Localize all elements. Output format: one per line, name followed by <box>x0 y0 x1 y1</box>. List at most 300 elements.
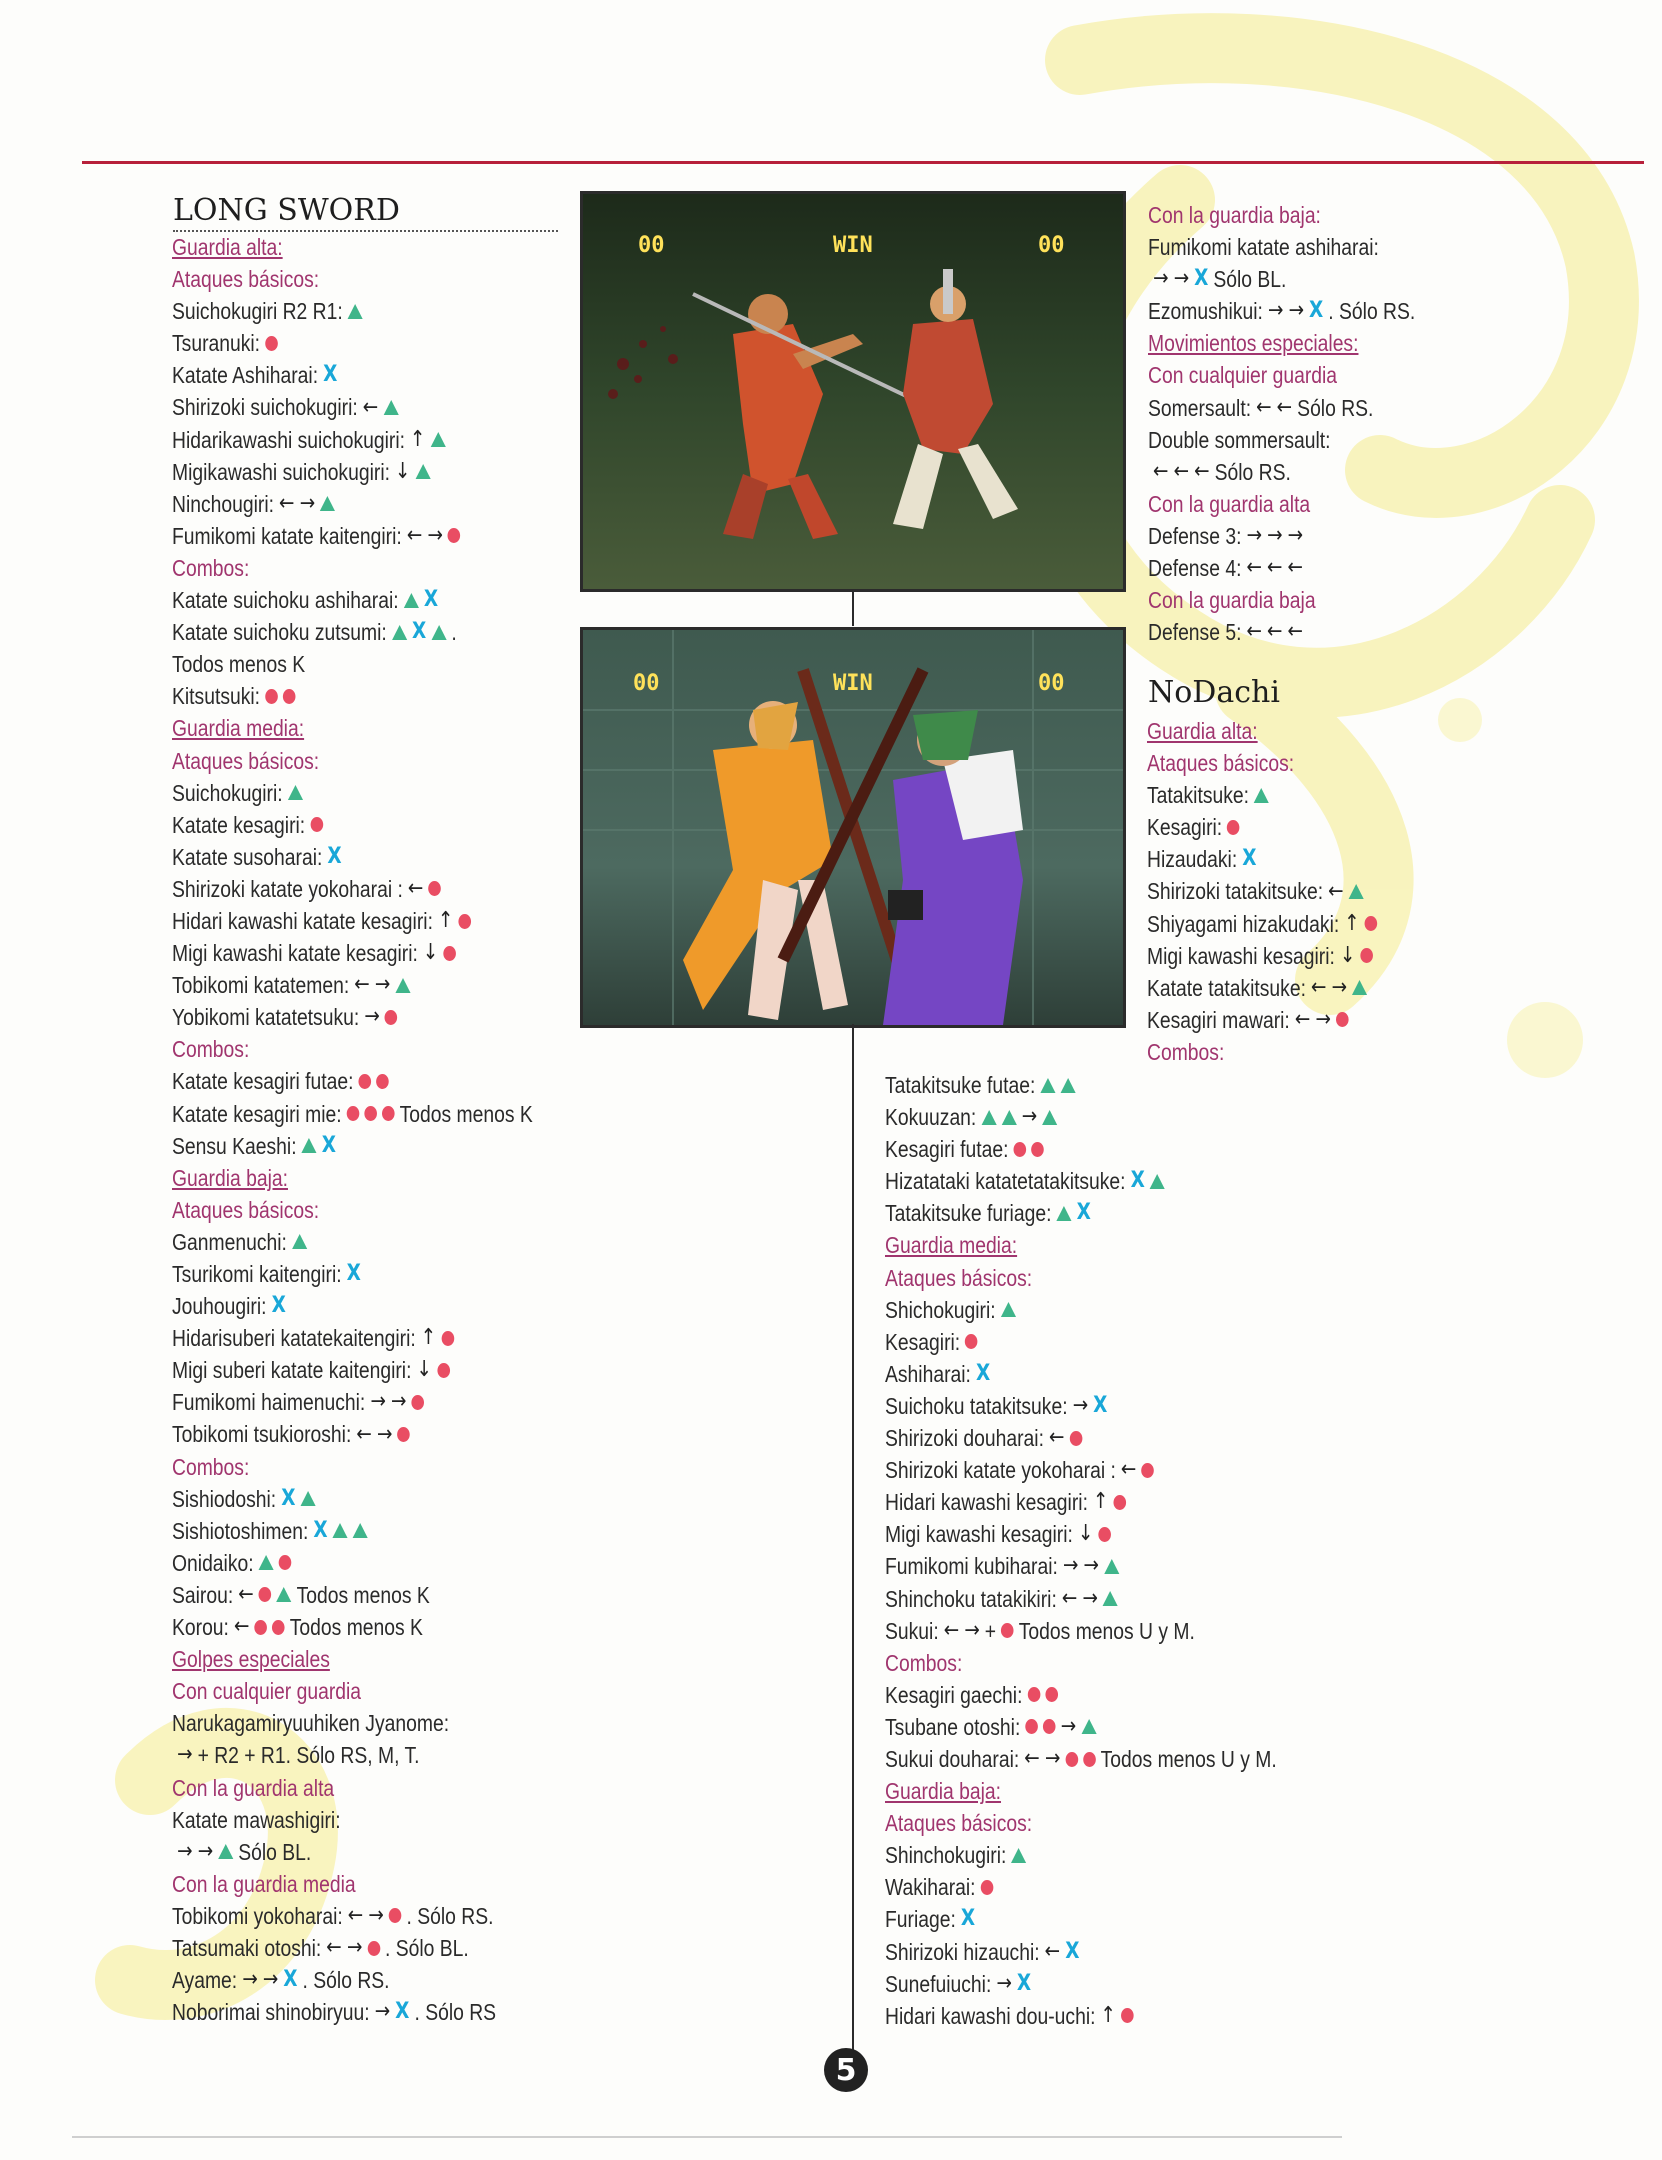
circle-button-icon <box>1360 948 1373 963</box>
move-line <box>885 1550 1277 1582</box>
circle-button-icon <box>367 1941 380 1956</box>
arrow-right-icon: → <box>370 1389 386 1415</box>
arrow-right-icon: → <box>242 1967 258 1993</box>
nodachi-continued-column <box>885 1069 1351 2032</box>
arrow-left-icon: ← <box>1287 619 1304 645</box>
arrow-up-icon: ↑ <box>410 426 426 452</box>
move-name: Shirizoki hizauchi: <box>885 1938 1040 1965</box>
cross-button-icon: X <box>411 619 427 645</box>
cross-button-icon: X <box>1093 1392 1108 1418</box>
move-name: Ayame: <box>172 1967 238 1994</box>
move-name: Combos: <box>172 554 250 581</box>
move-name: Hidari kawashi dou-uchi: <box>885 2002 1096 2029</box>
move-note: + R2 + R1. Sólo RS, M, T. <box>197 1742 420 1769</box>
section-heading <box>172 1451 533 1483</box>
move-note: Sólo BL. <box>238 1838 312 1865</box>
arrow-right-icon: → <box>1246 522 1262 548</box>
section-heading <box>1148 327 1415 359</box>
section-heading <box>172 1194 533 1226</box>
move-note: Todos menos U y M. <box>1018 1617 1195 1644</box>
arrow-left-icon: ← <box>1310 974 1327 1000</box>
move-line <box>172 359 533 391</box>
arrow-up-icon: ↑ <box>1100 2002 1117 2028</box>
arrow-right-icon: → <box>1173 266 1190 292</box>
move-name: Ninchougiri: <box>172 490 275 517</box>
move-note: . Sólo BL. <box>385 1934 469 1961</box>
arrow-right-icon: → <box>1021 1104 1038 1130</box>
arrow-left-icon: ← <box>407 875 424 901</box>
move-line <box>172 1483 533 1515</box>
move-line <box>1148 456 1415 488</box>
move-line <box>172 680 533 712</box>
circle-button-icon <box>1141 1463 1154 1478</box>
move-line <box>172 1001 533 1033</box>
circle-button-icon <box>254 1620 267 1635</box>
move-note: Todos menos K <box>289 1614 423 1641</box>
triangle-button-icon <box>288 785 303 800</box>
long-sword-column <box>172 231 602 2028</box>
arrow-right-icon: → <box>262 1967 279 1993</box>
arrow-right-icon: → <box>964 1617 980 1643</box>
move-line <box>172 777 533 809</box>
move-name: Combos: <box>885 1649 963 1676</box>
bottom-rule <box>72 2136 1342 2138</box>
move-name: Shirizoki douharai: <box>885 1425 1044 1452</box>
arrow-left-icon: ← <box>1120 1457 1137 1483</box>
move-name: Korou: <box>172 1614 229 1641</box>
move-line <box>172 1130 533 1162</box>
circle-button-icon <box>259 1587 272 1602</box>
move-name: Sukui douharai: <box>885 1745 1020 1772</box>
triangle-button-icon <box>1040 1078 1055 1093</box>
circle-button-icon <box>1227 820 1240 835</box>
arrow-right-icon: → <box>427 522 443 548</box>
move-name: Con cualquier guardia <box>1148 362 1338 389</box>
move-name: Onidaiko: <box>172 1549 254 1576</box>
cross-button-icon: X <box>313 1517 328 1543</box>
arrow-right-icon: → <box>1331 974 1348 1000</box>
move-note: Todos menos K <box>399 1100 533 1127</box>
arrow-right-icon: → <box>346 1935 363 1961</box>
special-moves-column <box>1148 199 1466 648</box>
triangle-button-icon <box>292 1234 307 1249</box>
move-name: Guardia media: <box>172 715 305 742</box>
move-line <box>885 1518 1277 1550</box>
move-name: Katate Ashiharai: <box>172 362 319 389</box>
move-name: Migi kawashi katate kesagiri: <box>172 940 418 967</box>
move-note: . Sólo RS. <box>406 1902 494 1929</box>
move-line <box>172 1900 533 1932</box>
move-name: Ganmenuchi: <box>172 1228 287 1255</box>
circle-button-icon <box>265 689 278 704</box>
move-note: . Sólo RS. <box>302 1967 390 1994</box>
move-line <box>885 1583 1277 1615</box>
triangle-button-icon <box>1057 1206 1072 1221</box>
move-line <box>172 391 533 423</box>
arrow-right-icon: → <box>1044 1746 1061 1772</box>
circle-button-icon <box>411 1395 424 1410</box>
long-sword-title: LONG SWORD <box>173 193 558 232</box>
move-line <box>1148 520 1415 552</box>
arrow-right-icon: → <box>1267 298 1284 324</box>
move-name: Ataques básicos: <box>885 1810 1033 1837</box>
move-line <box>1147 811 1377 843</box>
move-name: Migi suberi katate kaitengiri: <box>172 1357 412 1384</box>
arrow-left-icon: ← <box>1267 619 1283 645</box>
triangle-button-icon <box>1002 1110 1017 1125</box>
hud-win-label-1: WIN <box>833 233 873 258</box>
cross-button-icon: X <box>1308 298 1324 324</box>
arrow-right-icon: → <box>390 1389 407 1415</box>
move-name: Sishiotoshimen: <box>172 1517 309 1544</box>
circle-button-icon <box>1014 1142 1027 1157</box>
move-name: Shinchoku tatakikiri: <box>885 1585 1057 1612</box>
move-name: Tatakitsuke furiage: <box>885 1200 1052 1227</box>
triangle-button-icon <box>302 1138 317 1153</box>
move-name: Furiage: <box>885 1906 956 1933</box>
move-line <box>172 327 533 359</box>
move-line <box>885 1101 1277 1133</box>
move-name: Ataques básicos: <box>885 1264 1033 1291</box>
move-line <box>172 520 533 552</box>
section-heading <box>172 1868 533 1900</box>
arrow-right-icon: → <box>1288 298 1304 324</box>
move-line <box>172 1354 533 1386</box>
triangle-button-icon <box>395 978 410 993</box>
move-line <box>885 1839 1277 1871</box>
move-line <box>172 1707 533 1739</box>
triangle-button-icon <box>431 432 446 447</box>
move-line <box>1147 1004 1377 1036</box>
section-heading <box>1148 359 1415 391</box>
move-name: Tobikomi katatemen: <box>172 972 350 999</box>
move-name: Shiyagami hizakudaki: <box>1147 910 1340 937</box>
circle-button-icon <box>459 914 472 929</box>
circle-button-icon <box>1083 1752 1096 1767</box>
circle-button-icon <box>397 1427 410 1442</box>
move-name: Ataques básicos: <box>172 266 320 293</box>
triangle-button-icon <box>1011 1848 1026 1863</box>
move-line <box>172 1226 533 1258</box>
move-line <box>172 1547 533 1579</box>
circle-button-icon <box>965 1334 978 1349</box>
move-line <box>172 424 533 456</box>
game-screenshot-1 <box>580 191 1126 592</box>
move-line <box>1147 940 1377 972</box>
arrow-left-icon: ← <box>362 394 379 420</box>
move-name: Katate susoharai: <box>172 843 323 870</box>
move-name: Suichokugiri R2 R1: <box>172 298 343 325</box>
move-name: Fumikomi katate kaitengiri: <box>172 522 402 549</box>
triangle-button-icon <box>981 1110 996 1125</box>
move-line <box>172 1386 533 1418</box>
arrow-left-icon: ← <box>347 1902 364 1928</box>
triangle-button-icon <box>1081 1719 1096 1734</box>
cross-button-icon: X <box>1242 846 1257 872</box>
triangle-button-icon <box>1349 884 1364 899</box>
hud-score-left-1: 00 <box>638 233 665 258</box>
arrow-left-icon: ← <box>233 1614 250 1640</box>
triangle-button-icon <box>301 1491 316 1506</box>
triangle-button-icon <box>218 1844 233 1859</box>
cross-button-icon: X <box>271 1293 286 1319</box>
move-line <box>172 1932 533 1964</box>
nodachi-title: NoDachi <box>1148 675 1280 710</box>
move-name: Tsurikomi kaitengiri: <box>172 1261 342 1287</box>
move-name: Defense 5: <box>1148 619 1242 646</box>
arrow-right-icon: → <box>374 972 391 998</box>
move-name: Yobikomi katatetsuku: <box>172 1004 360 1031</box>
triangle-button-icon <box>1103 1591 1118 1606</box>
move-note: . Sólo RS <box>414 1999 497 2026</box>
section-heading <box>172 1643 533 1675</box>
move-name: Con cualquier guardia <box>172 1678 362 1705</box>
move-name: Tatsumaki otoshi: <box>172 1934 322 1961</box>
move-name: Suichokugiri: <box>172 779 283 806</box>
arrow-up-icon: ↑ <box>420 1325 437 1351</box>
move-name: Katate mawashigiri: <box>172 1806 341 1833</box>
move-name: Hidarikawashi suichokugiri: <box>172 426 406 453</box>
move-name: Defense 4: <box>1148 555 1242 582</box>
section-heading <box>885 1775 1277 1807</box>
move-name: Wakiharai: <box>885 1874 976 1901</box>
circle-button-icon <box>1028 1687 1041 1702</box>
circle-button-icon <box>1031 1142 1044 1157</box>
triangle-button-icon <box>416 464 431 479</box>
arrow-up-icon: ↑ <box>1092 1489 1109 1515</box>
section-heading <box>1148 199 1415 231</box>
section-heading <box>172 712 533 744</box>
arrow-left-icon: ← <box>1153 458 1169 484</box>
move-line <box>885 1743 1277 1775</box>
move-note: Sólo RS. <box>1214 458 1291 485</box>
move-note: . <box>451 619 457 646</box>
move-note: Todos menos U y M. <box>1100 1745 1277 1772</box>
arrow-left-icon: ← <box>1024 1746 1040 1772</box>
hud-score-right-1: 00 <box>1038 233 1065 258</box>
triangle-button-icon <box>383 400 398 415</box>
move-name: Jouhougiri: <box>172 1293 267 1320</box>
hud-score-right-2: 00 <box>1038 671 1065 696</box>
cross-button-icon: X <box>321 1132 337 1158</box>
arrow-right-icon: → <box>368 1902 384 1928</box>
move-line <box>172 1098 533 1130</box>
arrow-right-icon: → <box>1060 1713 1077 1739</box>
connector-line-1 <box>852 590 854 626</box>
fight-scene-1-image <box>583 194 1123 589</box>
cross-button-icon: X <box>1065 1938 1080 1964</box>
move-line <box>885 1197 1277 1229</box>
move-line <box>172 295 533 327</box>
move-line <box>172 1836 533 1868</box>
move-name: Combos: <box>1147 1038 1225 1065</box>
move-line <box>1147 972 1377 1004</box>
circle-button-icon <box>272 1620 285 1635</box>
move-line <box>172 1579 533 1611</box>
triangle-button-icon <box>1254 788 1269 803</box>
move-name: Kitsutsuki: <box>172 683 261 710</box>
triangle-button-icon <box>1061 1078 1076 1093</box>
arrow-down-icon: ↓ <box>422 940 439 966</box>
move-name: Hidari kawashi katate kesagiri: <box>172 907 433 934</box>
triangle-button-icon <box>404 593 419 608</box>
circle-button-icon <box>1045 1687 1058 1702</box>
move-line <box>1147 875 1377 907</box>
triangle-button-icon <box>320 496 335 511</box>
circle-button-icon <box>1043 1719 1056 1734</box>
triangle-button-icon <box>353 1523 368 1538</box>
move-line <box>885 1679 1277 1711</box>
arrow-down-icon: ↓ <box>1077 1521 1094 1547</box>
circle-button-icon <box>1070 1431 1083 1446</box>
move-name: Sishiodoshi: <box>172 1485 277 1512</box>
move-name: Tsubane otoshi: <box>885 1713 1021 1740</box>
arrow-left-icon: ← <box>1044 1938 1061 1964</box>
circle-button-icon <box>1001 1623 1014 1638</box>
cross-button-icon: X <box>281 1485 296 1511</box>
section-heading <box>885 1262 1277 1294</box>
arrow-right-icon: → <box>177 1838 193 1864</box>
move-line <box>1148 295 1415 327</box>
move-line <box>1147 843 1377 875</box>
move-name: Migi kawashi kesagiri: <box>885 1521 1073 1548</box>
move-name: Sairou: <box>172 1581 234 1608</box>
move-name: Ataques básicos: <box>1147 750 1295 777</box>
cross-button-icon: X <box>975 1360 991 1386</box>
move-line <box>172 456 533 488</box>
move-name: Ataques básicos: <box>172 747 320 774</box>
triangle-button-icon <box>259 1555 274 1570</box>
circle-button-icon <box>347 1106 360 1121</box>
move-name: Defense 3: <box>1148 522 1242 549</box>
arrow-left-icon: ← <box>1194 458 1210 484</box>
move-line <box>172 488 533 520</box>
circle-button-icon <box>443 946 456 961</box>
arrow-left-icon: ← <box>1256 394 1272 420</box>
move-line <box>172 584 533 616</box>
arrow-left-icon: ← <box>1246 555 1262 581</box>
move-line <box>885 1390 1277 1422</box>
move-name: Katate tatakitsuke: <box>1147 974 1306 1001</box>
triangle-button-icon <box>392 625 407 640</box>
section-heading <box>172 745 533 777</box>
move-name: Con la guardia alta <box>172 1774 335 1801</box>
move-name: Kesagiri futae: <box>885 1136 1009 1163</box>
move-line <box>885 1711 1277 1743</box>
move-line <box>1148 616 1415 648</box>
move-note: Sólo RS. <box>1297 394 1374 421</box>
section-heading <box>172 1675 533 1707</box>
arrow-right-icon: → <box>1082 1585 1098 1611</box>
move-line <box>172 873 533 905</box>
triangle-button-icon <box>1150 1174 1165 1189</box>
move-line <box>172 809 533 841</box>
section-heading <box>1147 715 1377 747</box>
move-name: Tatakitsuke futae: <box>885 1072 1036 1098</box>
move-name: Combos: <box>172 1453 250 1480</box>
cross-button-icon: X <box>327 843 342 869</box>
move-line <box>885 1968 1277 2000</box>
arrow-up-icon: ↑ <box>437 908 454 934</box>
cross-button-icon: X <box>1016 1970 1032 1996</box>
move-line <box>1147 779 1377 811</box>
move-line <box>172 648 533 680</box>
arrow-left-icon: ← <box>1267 555 1283 581</box>
circle-button-icon <box>1098 1527 1111 1542</box>
move-line <box>172 1611 533 1643</box>
move-line <box>1148 263 1415 295</box>
connector-line-2 <box>852 1024 854 2064</box>
circle-button-icon <box>376 1074 389 1089</box>
move-line <box>172 616 533 648</box>
circle-button-icon <box>1121 2008 1134 2023</box>
move-name: Guardia media: <box>885 1232 1018 1259</box>
move-name: Narukagamiryuuhiken Jyanome: <box>172 1710 450 1737</box>
circle-button-icon <box>428 881 441 896</box>
move-name: Shirizoki suichokugiri: <box>172 394 358 421</box>
move-line <box>172 1515 533 1547</box>
move-line <box>172 1739 533 1771</box>
arrow-right-icon: → <box>1153 266 1169 292</box>
game-screenshot-2 <box>580 627 1126 1028</box>
hud-win-label-2: WIN <box>833 671 873 696</box>
move-name: Shirizoki tatakitsuke: <box>1147 878 1324 905</box>
move-name: Movimientos especiales: <box>1148 330 1359 357</box>
move-line <box>885 1294 1277 1326</box>
arrow-right-icon: → <box>1287 522 1304 548</box>
circle-button-icon <box>1114 1495 1127 1510</box>
move-line <box>172 841 533 873</box>
arrow-left-icon: ← <box>943 1617 960 1643</box>
move-name: Con la guardia baja <box>1148 587 1316 614</box>
cross-button-icon: X <box>395 1999 410 2025</box>
move-name: Somersault: <box>1148 394 1252 421</box>
arrow-left-icon: ← <box>354 972 370 998</box>
circle-button-icon <box>283 689 296 704</box>
move-note: Sólo BL. <box>1213 266 1287 293</box>
arrow-right-icon: → <box>1315 1006 1331 1032</box>
move-line <box>885 1326 1277 1358</box>
move-name: Todos menos K <box>172 651 306 678</box>
move-line <box>885 1422 1277 1454</box>
move-name: Guardia baja: <box>885 1778 1001 1805</box>
move-name: Tsuranuki: <box>172 330 261 357</box>
move-name: Kesagiri: <box>1147 814 1223 841</box>
move-line <box>1148 231 1415 263</box>
arrow-down-icon: ↓ <box>416 1357 432 1383</box>
arrow-right-icon: → <box>1062 1553 1079 1579</box>
move-name: Con la guardia alta <box>1148 490 1311 517</box>
section-heading <box>885 1229 1277 1261</box>
section-heading <box>1147 747 1377 779</box>
move-name: Migikawashi suichokugiri: <box>172 458 390 485</box>
move-line <box>172 1290 533 1322</box>
move-name: Hidari kawashi kesagiri: <box>885 1489 1088 1516</box>
circle-button-icon <box>279 1555 292 1570</box>
section-heading <box>1147 1036 1377 1068</box>
move-name: Combos: <box>172 1036 250 1063</box>
circle-button-icon <box>981 1880 994 1895</box>
triangle-button-icon <box>1042 1110 1057 1125</box>
arrow-left-icon: ← <box>1328 878 1344 904</box>
move-name: Hizatataki katatetatakitsuke: <box>885 1168 1126 1195</box>
page-number: 5 <box>824 2048 868 2092</box>
cross-button-icon: X <box>283 1967 298 1993</box>
move-name: Katate kesagiri futae: <box>172 1068 354 1095</box>
circle-button-icon <box>364 1106 377 1121</box>
circle-button-icon <box>389 1908 402 1923</box>
move-name: Kesagiri: <box>885 1328 961 1355</box>
